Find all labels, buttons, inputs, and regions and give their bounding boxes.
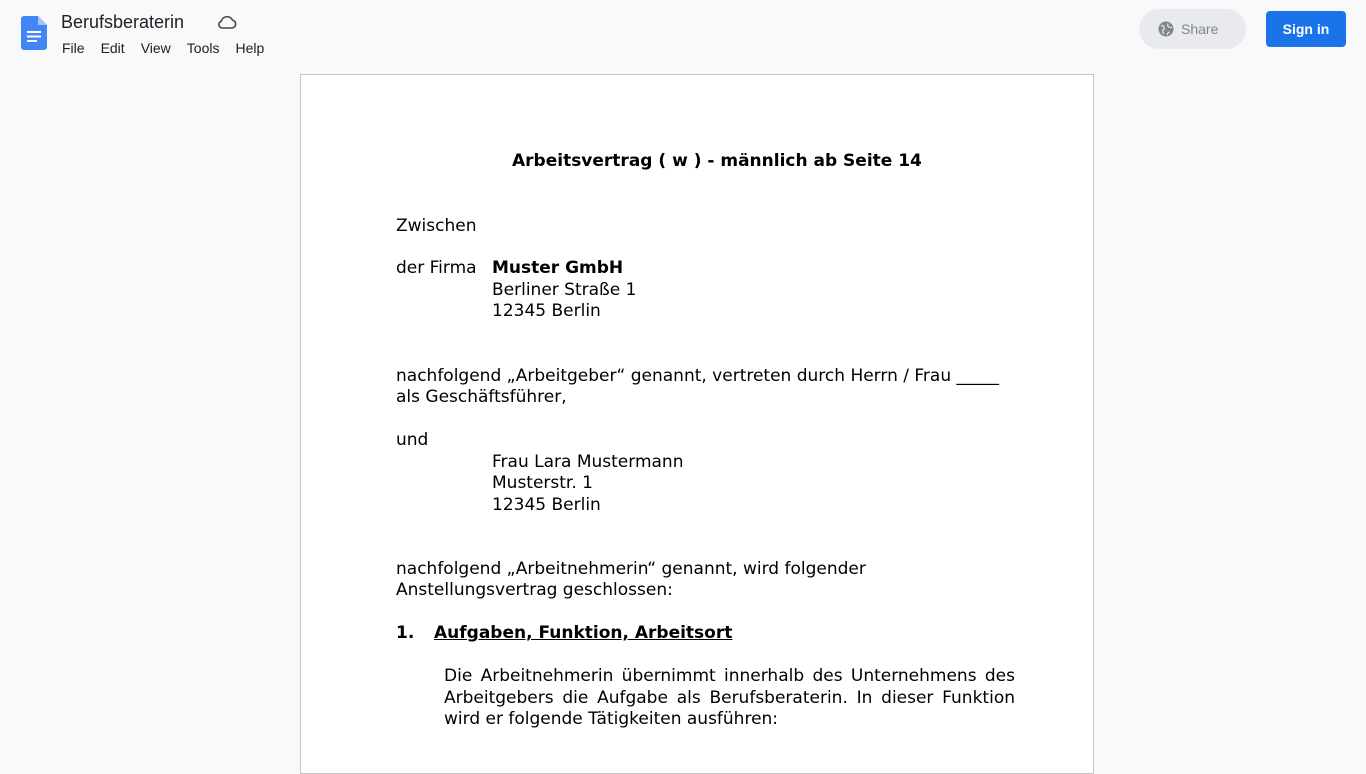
section-title: Aufgaben, Funktion, Arbeitsort <box>434 623 733 643</box>
cloud-saved-icon[interactable] <box>217 14 237 30</box>
section-body: Die Arbeitnehmerin übernimmt innerhalb des Unternehmens des Arbeitgebers die Aufgabe als Berufsberaterin. In dieser Funktion wird er folgende Tätigkeiten ausführen: <box>444 666 1015 729</box>
share-button[interactable] <box>1139 9 1246 49</box>
menu-view[interactable]: View <box>140 40 171 56</box>
employer-name: Muster GmbH <box>492 258 624 278</box>
und-text: und <box>396 430 429 450</box>
employee-city: 12345 Berlin <box>492 495 601 515</box>
menu-help[interactable]: Help <box>235 40 265 56</box>
menu-edit[interactable]: Edit <box>100 40 125 56</box>
document-title[interactable]: Berufsberaterin <box>61 12 185 32</box>
employee-name: Frau Lara Mustermann <box>492 452 684 472</box>
employee-description-cont: Anstellungsvertrag geschlossen: <box>396 580 673 600</box>
section-number: 1. <box>396 623 415 643</box>
menu-tools[interactable]: Tools <box>186 40 220 56</box>
zwischen-text: Zwischen <box>396 216 477 236</box>
menu-file[interactable]: File <box>62 40 85 56</box>
top-bar <box>0 0 1366 64</box>
employee-description: nachfolgend „Arbeitnehmerin“ genannt, wird folgender <box>396 559 866 579</box>
menu-bar <box>54 36 272 60</box>
firma-label: der Firma <box>396 258 477 278</box>
document-page[interactable] <box>300 74 1094 774</box>
employer-street: Berliner Straße 1 <box>492 280 637 300</box>
share-label: Share <box>1181 21 1219 37</box>
sign-in-button[interactable]: Sign in <box>1266 11 1346 47</box>
document-heading: Arbeitsvertrag ( w ) - männlich ab Seite 14 <box>512 151 922 171</box>
employer-description: nachfolgend „Arbeitgeber“ genannt, vertreten durch Herrn / Frau _____ <box>396 366 1000 386</box>
employer-description-cont: als Geschäftsführer, <box>396 387 567 407</box>
employee-street: Musterstr. 1 <box>492 473 593 493</box>
globe-icon <box>1158 21 1174 37</box>
docs-logo-icon[interactable] <box>21 16 47 50</box>
employer-city: 12345 Berlin <box>492 301 601 321</box>
